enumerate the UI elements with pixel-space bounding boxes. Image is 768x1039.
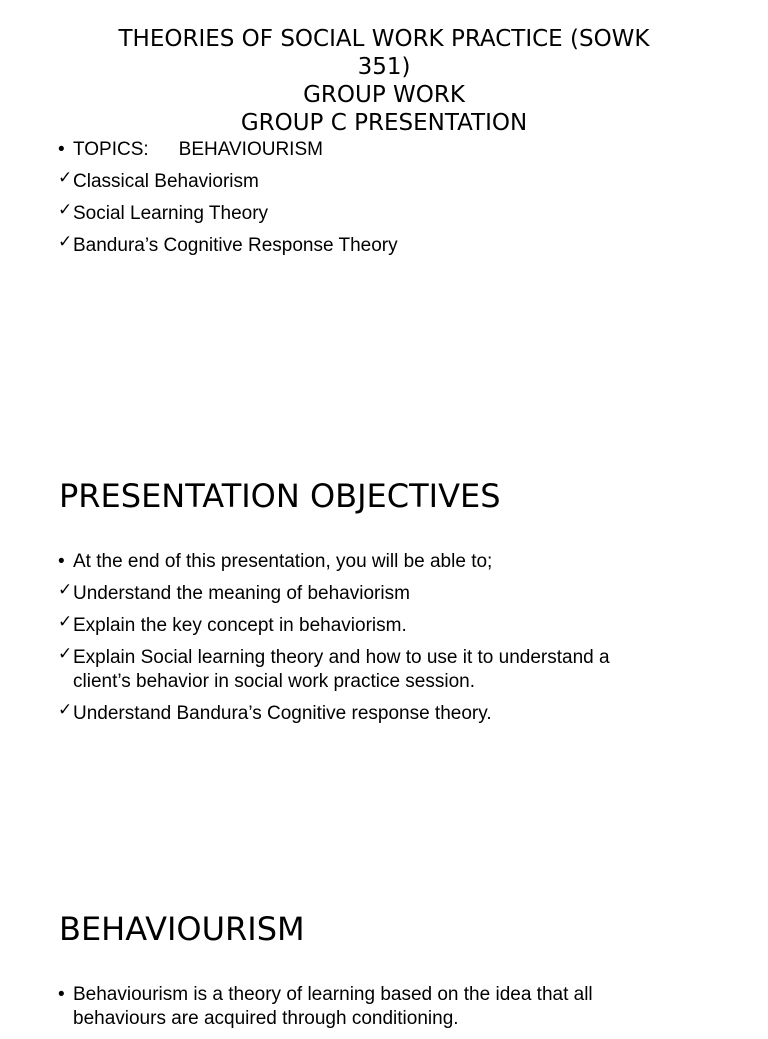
list-item-text: Social Learning Theory: [73, 203, 269, 224]
behaviourism-list: [58, 983, 658, 1039]
title-line-1: THEORIES OF SOCIAL WORK PRACTICE (SOWK: [118, 26, 650, 52]
title-line-3: GROUP WORK: [303, 82, 465, 108]
title-line-4: GROUP C PRESENTATION: [240, 110, 528, 136]
list-item-text: Classical Behaviorism: [73, 171, 259, 192]
list-item-text: Bandura’s Cognitive Response Theory: [73, 235, 398, 256]
bullet-dot-icon: [58, 983, 73, 1007]
list-item-text: Explain the key concept in behaviorism.: [73, 615, 407, 636]
list-item-text: Behaviourism is a theory of learning based on the idea that all behaviours are acquired through conditioning.: [73, 984, 593, 1029]
list-item-text: Understand the meaning of behaviorism: [73, 583, 410, 604]
topics-value: BEHAVIOURISM: [178, 139, 323, 160]
topics-label: TOPICS:: [73, 139, 149, 160]
list-item-text: At the end of this presentation, you will be able to;: [73, 551, 493, 572]
title-line-2: 351): [357, 54, 411, 80]
slide-heading: BEHAVIOURISM: [59, 910, 305, 948]
slide-heading: PRESENTATION OBJECTIVES: [59, 477, 501, 515]
list-item-text: Explain Social learning theory and how to use it to understand a client’s behavior in social work practice session.: [73, 647, 610, 692]
list-item-text: Understand Bandura’s Cognitive response theory.: [73, 703, 492, 724]
